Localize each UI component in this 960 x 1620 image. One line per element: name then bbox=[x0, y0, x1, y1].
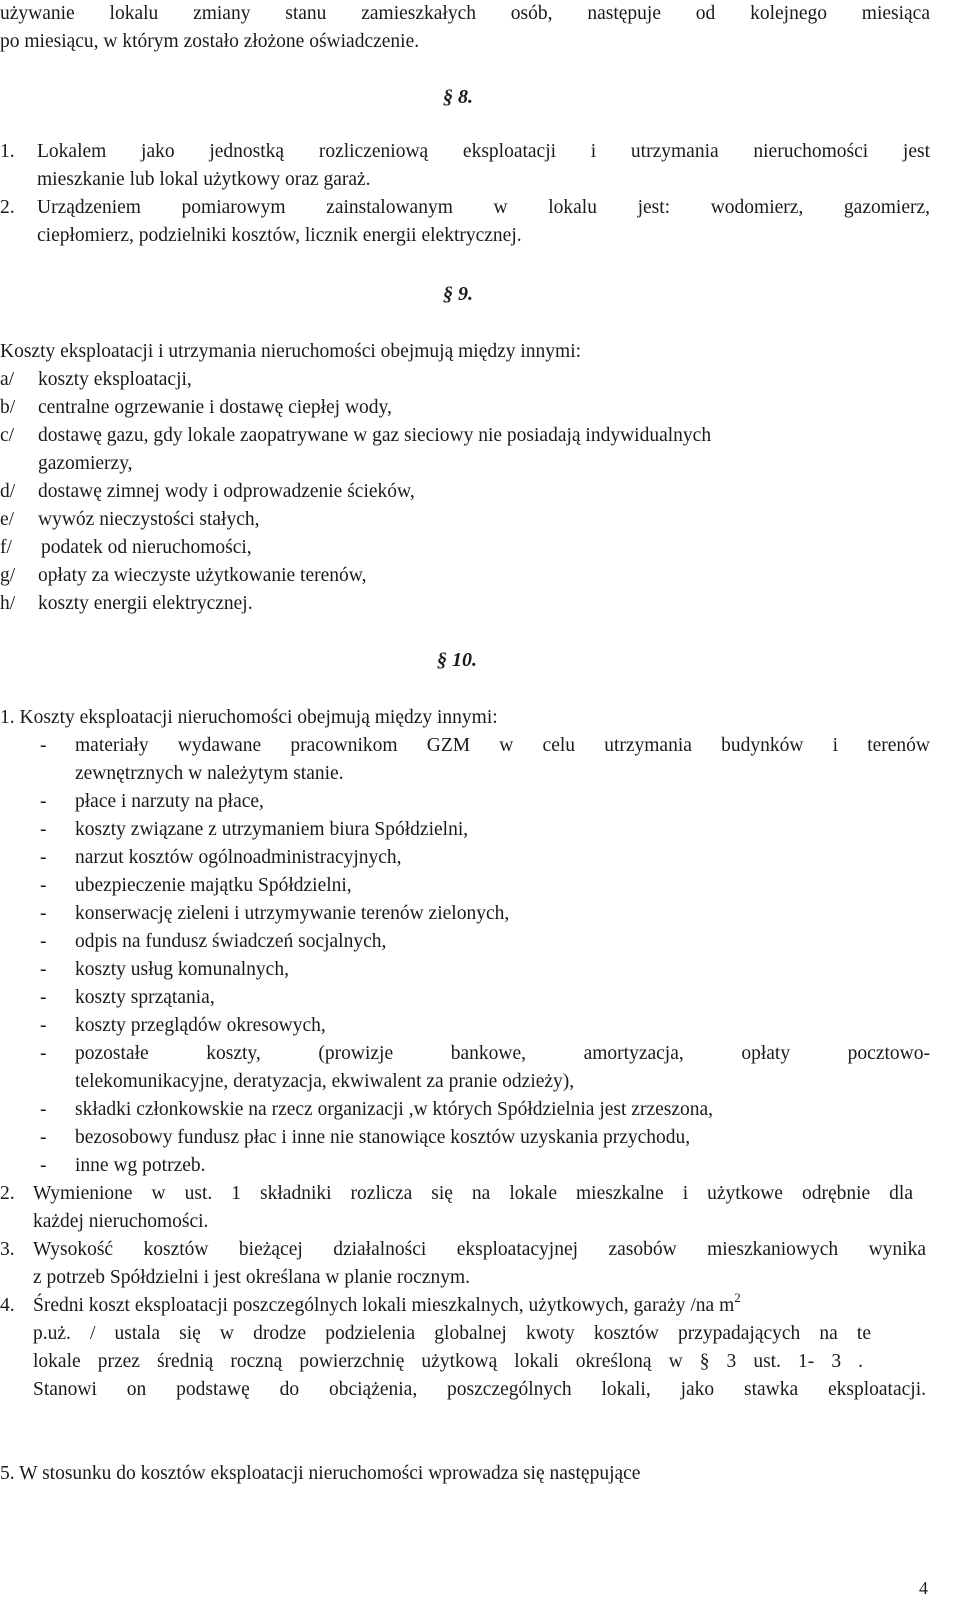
bullet-dash: - bbox=[40, 735, 47, 756]
item-text-continued: gazomierzy, bbox=[38, 453, 133, 474]
superscript: 2 bbox=[734, 1289, 741, 1305]
section-9-heading: § 9. bbox=[443, 283, 473, 305]
item-label: a/ bbox=[0, 369, 15, 390]
paragraph-line: każdej nieruchomości. bbox=[33, 1211, 209, 1232]
paragraph-line: Wymienione w ust. 1 składniki rozlicza się na lokale mieszkalne i użytkowe odrębnie dla bbox=[33, 1183, 913, 1204]
bullet-dash: - bbox=[40, 931, 47, 952]
section-10-heading: § 10. bbox=[437, 649, 477, 671]
bullet-dash: - bbox=[40, 847, 47, 868]
bullet-text: pozostałe koszty, (prowizje bankowe, amortyzacja, opłaty pocztowo- bbox=[75, 1043, 930, 1064]
paragraph-line bbox=[33, 1289, 930, 1320]
item-label: f/ bbox=[0, 537, 12, 558]
bullet-dash: - bbox=[40, 1043, 47, 1064]
item-text: koszty energii elektrycznej. bbox=[38, 593, 253, 614]
paragraph-label: 4. bbox=[0, 1295, 15, 1316]
bullet-text: koszty usług komunalnych, bbox=[75, 959, 289, 980]
item-text: wywóz nieczystości stałych, bbox=[38, 509, 260, 530]
page-number: 4 bbox=[919, 1578, 928, 1598]
bullet-dash: - bbox=[40, 903, 47, 924]
bullet-text: składki członkowskie na rzecz organizacji ,w których Spółdzielnia jest zrzeszona, bbox=[75, 1099, 714, 1120]
bullet-dash: - bbox=[40, 791, 47, 812]
bullet-dash: - bbox=[40, 875, 47, 896]
item-label: b/ bbox=[0, 397, 16, 418]
item-text: dostawę gazu, gdy lokale zaopatrywane w gaz sieciowy nie posiadają indywidualnych bbox=[38, 425, 712, 446]
paragraph-line: z potrzeb Spółdzielni i jest określana w planie rocznym. bbox=[33, 1267, 470, 1288]
bullet-dash: - bbox=[40, 987, 47, 1008]
section-8-heading: § 8. bbox=[443, 86, 473, 108]
bullet-dash: - bbox=[40, 959, 47, 980]
item-line: mieszkanie lub lokal użytkowy oraz garaż. bbox=[37, 169, 371, 190]
bullet-text: konserwację zieleni i utrzymywanie terenów zielonych, bbox=[75, 903, 510, 924]
section-9-intro: Koszty eksploatacji i utrzymania nieruchomości obejmują między innymi: bbox=[0, 341, 582, 362]
item-line: Urządzeniem pomiarowym zainstalowanym w lokalu jest: wodomierz, gazomierz, bbox=[37, 197, 930, 218]
paragraph-label: 2. bbox=[0, 1183, 15, 1204]
section-10-p5: 5. W stosunku do kosztów eksploatacji nieruchomości wprowadza się następujące bbox=[0, 1463, 641, 1484]
paragraph-line: lokale przez średnią roczną powierzchnię użytkową lokali określoną w § 3 ust. 1- 3 . bbox=[33, 1351, 863, 1372]
item-text: dostawę zimnej wody i odprowadzenie ścieków, bbox=[38, 481, 415, 502]
bullet-dash: - bbox=[40, 1015, 47, 1036]
bullet-dash: - bbox=[40, 819, 47, 840]
bullet-text: koszty przeglądów okresowych, bbox=[75, 1015, 326, 1036]
bullet-text: ubezpieczenie majątku Spółdzielni, bbox=[75, 875, 352, 896]
item-text: opłaty za wieczyste użytkowanie terenów, bbox=[38, 565, 367, 586]
bullet-text: płace i narzuty na płace, bbox=[75, 791, 264, 812]
item-label: d/ bbox=[0, 481, 16, 502]
item-text: centralne ogrzewanie i dostawę ciepłej wody, bbox=[38, 397, 392, 418]
bullet-text: bezosobowy fundusz płac i inne nie stanowiące kosztów uzyskania przychodu, bbox=[75, 1127, 691, 1148]
item-text: podatek od nieruchomości, bbox=[41, 537, 252, 558]
item-label: h/ bbox=[0, 593, 16, 614]
bullet-text: materiały wydawane pracownikom GZM w celu utrzymania budynków i terenów bbox=[75, 735, 930, 756]
paragraph-line: Wysokość kosztów bieżącej działalności eksploatacyjnej zasobów mieszkaniowych wynika bbox=[33, 1239, 926, 1260]
item-label: g/ bbox=[0, 565, 16, 586]
item-label: c/ bbox=[0, 425, 15, 446]
bullet-text: koszty związane z utrzymaniem biura Spółdzielni, bbox=[75, 819, 469, 840]
item-line: ciepłomierz, podzielniki kosztów, licznik energii elektrycznej. bbox=[37, 225, 522, 246]
bullet-text: inne wg potrzeb. bbox=[75, 1155, 206, 1176]
bullet-dash: - bbox=[40, 1155, 47, 1176]
paragraph-line: p.uż. / ustala się w drodze podzielenia globalnej kwoty kosztów przypadających na te bbox=[33, 1323, 871, 1344]
intro-line-2: po miesiącu, w którym zostało złożone oświadczenie. bbox=[0, 31, 420, 52]
bullet-text-continued: telekomunikacyjne, deratyzacja, ekwiwalent za pranie odzieży), bbox=[75, 1071, 575, 1092]
item-label: 2. bbox=[0, 197, 15, 218]
paragraph-label: 3. bbox=[0, 1239, 15, 1260]
item-line: Lokalem jako jednostką rozliczeniową eksploatacji i utrzymania nieruchomości jest bbox=[37, 141, 930, 162]
item-text: koszty eksploatacji, bbox=[38, 369, 192, 390]
paragraph-text: Średni koszt eksploatacji poszczególnych lokali mieszkalnych, użytkowych, garaży /na m bbox=[33, 1295, 735, 1316]
bullet-text-continued: zewnętrznych w należytym stanie. bbox=[75, 763, 344, 784]
bullet-dash: - bbox=[40, 1127, 47, 1148]
bullet-text: koszty sprzątania, bbox=[75, 987, 215, 1008]
item-label: e/ bbox=[0, 509, 15, 530]
bullet-text: narzut kosztów ogólnoadministracyjnych, bbox=[75, 847, 402, 868]
section-10-p1: 1. Koszty eksploatacji nieruchomości obejmują między innymi: bbox=[0, 707, 498, 728]
item-label: 1. bbox=[0, 141, 15, 162]
bullet-dash: - bbox=[40, 1099, 47, 1120]
intro-line-1: używanie lokalu zmiany stanu zamieszkałych osób, następuje od kolejnego miesiąca bbox=[0, 3, 930, 24]
paragraph-line: Stanowi on podstawę do obciążenia, poszczególnych lokali, jako stawka eksploatacji. bbox=[33, 1379, 926, 1400]
bullet-text: odpis na fundusz świadczeń socjalnych, bbox=[75, 931, 387, 952]
